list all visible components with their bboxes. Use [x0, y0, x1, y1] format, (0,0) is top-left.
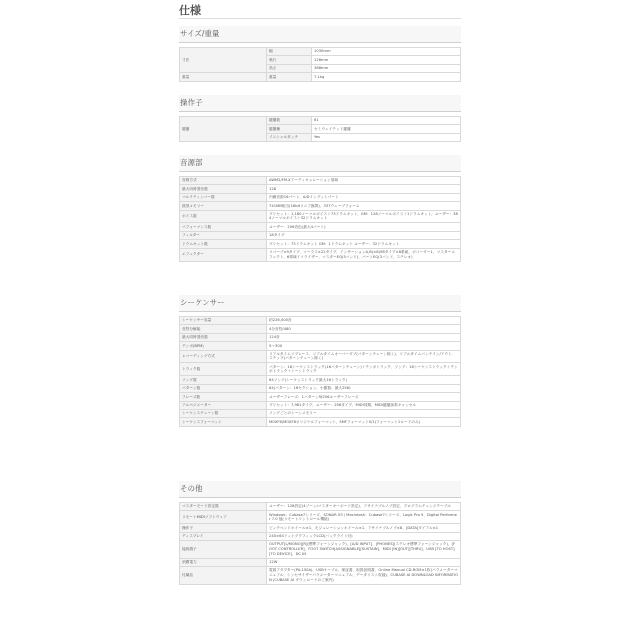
row-value: 1030mm	[312, 48, 461, 56]
row-value: 64ソング(シーケンストラック最大16トラック)	[267, 376, 461, 384]
table-row	[180, 503, 461, 511]
table-row	[180, 317, 461, 325]
row-key: レコーディング方式	[180, 350, 267, 363]
row-key: 音符分解能	[180, 325, 267, 333]
row-key: 寸法	[180, 48, 267, 73]
spec-table	[179, 116, 461, 142]
row-key: 付属品	[180, 567, 267, 585]
row-subkey: 奥行	[267, 56, 312, 64]
section-others	[179, 481, 461, 585]
row-value: 124音	[267, 333, 461, 341]
row-value: Yes	[312, 133, 461, 141]
table-row	[180, 524, 461, 532]
table-row	[180, 223, 461, 231]
row-value: 128	[267, 185, 461, 193]
row-key: 消費電力	[180, 558, 267, 566]
table-row	[180, 325, 461, 333]
row-value: 64(パターン：16セクション、小節数：最大256)	[267, 384, 461, 392]
table-row	[180, 511, 461, 524]
row-value: 388mm	[312, 64, 461, 72]
row-key: フィルター	[180, 231, 267, 239]
table-row	[180, 231, 461, 239]
table-row	[180, 532, 461, 540]
row-value: Windows：Cubase7シリーズ、SONAR X3 / Macintosh：Cubase7シリーズ、Logic Pro 9、Digital Performer 7.0 他(リモートコントロール機能)	[267, 511, 461, 524]
spec-table	[179, 176, 461, 262]
row-key: マスターモード設定数	[180, 503, 267, 511]
section-controls	[179, 95, 461, 142]
row-value: プリセット：1,180ノーマルボイス＋73ドラムキット、GM：128ノーマルボイス＋1ドラムキット、ユーザー：384ノーマルボイス＋32ドラムキット	[267, 210, 461, 223]
row-value: MOXF6/MOXF8オリジナルフォーマット、SMFフォーマット0/1(フォーマット1ロードのみ)	[267, 418, 461, 426]
row-value: 内蔵音源16パート、A/Dインプットパート	[267, 193, 461, 201]
row-value: プリセット：73ドラムキット GM：1ドラムキット ユーザー：32ドラムキット	[267, 240, 461, 248]
row-value: 18タイプ	[267, 231, 461, 239]
row-value: 741MB相当(16bitリニア換算)、337ウェーブフォーム	[267, 202, 461, 210]
section-tone-generator	[179, 155, 461, 262]
table-row	[180, 333, 461, 341]
row-key: ボイス数	[180, 210, 267, 223]
table-row	[180, 363, 461, 376]
row-key: トラック数	[180, 363, 267, 376]
row-key: エフェクター	[180, 248, 267, 261]
row-subkey: 幅	[267, 48, 312, 56]
row-value: 7.1kg	[312, 73, 461, 81]
row-value: ユーザーフレーズ：1パターン毎256ユーザーフレーズ	[267, 393, 461, 401]
table-row	[180, 384, 461, 392]
row-key: パターン数	[180, 384, 267, 392]
table-row	[180, 376, 461, 384]
row-subkey: イニシャルタッチ	[267, 133, 312, 141]
row-value: ソングごとのシーンメモリー	[267, 409, 461, 417]
row-value: OUTPUT[L/MONO][R](標準フォーンジャック)、[A/D INPUT]、[PHONES](ステレオ標準フォーンジャック)、[FOOT CONTROLLER]、FOOT SWITCH[ASSIGNABLE][SUSTAIN]、MIDI [IN][OUT][THRU]、USB [TO HOST][TO DEVICE]、DC IN	[267, 541, 461, 559]
table-row	[180, 409, 461, 417]
table-row	[180, 393, 461, 401]
row-key: アルペジエーター	[180, 401, 267, 409]
table-row	[180, 350, 461, 363]
row-value: 電源アダプター(PA-150A)、USBケーブル、保証書、取扱説明書、Online Manual CD-ROM×1枚(パラメーターマニュアル、シンセサイザーパラメーターマニュアル、データリスト収録)、CUBASE AI DOWNLOAD INFORMATION (CUBASE AI ダウンロードのご案内)	[267, 567, 461, 585]
row-key: 最大同時発音数	[180, 333, 267, 341]
row-key: 操作子	[180, 524, 267, 532]
row-key: パフォーマンス数	[180, 223, 267, 231]
section-heading: 操作子	[179, 95, 461, 112]
row-value: セミウェイテッド鍵盤	[312, 125, 461, 133]
table-row	[180, 240, 461, 248]
row-key: シーケンスフォーマット	[180, 418, 267, 426]
section-heading: その他	[179, 481, 461, 498]
row-key: ディスプレイ	[180, 532, 267, 540]
row-key: マルチティンバー数	[180, 193, 267, 201]
table-row	[180, 248, 461, 261]
row-subkey: 鍵盤数	[267, 117, 312, 125]
section-heading: サイズ/重量	[179, 26, 461, 43]
table-row	[180, 558, 461, 566]
table-row	[180, 342, 461, 350]
row-value: 12W	[267, 558, 461, 566]
row-value: 約226,000音	[267, 317, 461, 325]
row-value: 61	[312, 117, 461, 125]
row-key: シーケンサー容量	[180, 317, 267, 325]
section-sequencer	[179, 295, 461, 427]
table-row	[180, 193, 461, 201]
row-value: AWM2/FM-Xアーティキュレーション領域	[267, 177, 461, 185]
row-subkey: 重量	[267, 73, 312, 81]
page-title: 仕様	[179, 4, 201, 17]
row-key: リモートMIDIソフトウェア	[180, 511, 267, 524]
table-row	[180, 185, 461, 193]
row-value: プリセット：7,981タイプ、ユーザー：256タイプ、MIDI同期、MIDI鍵盤演奏キャンセル	[267, 401, 461, 409]
row-key: 鍵盤	[180, 117, 267, 142]
row-value: ユーザー：256音色(最大4パート)	[267, 223, 461, 231]
row-key: ソング数	[180, 376, 267, 384]
row-value: パターン：16シーケンストラック(16パターンチェーン)＋テンポトラック、ソング：16シーケンストラック＋テンポトラック＋シーントラック	[267, 363, 461, 376]
spec-table	[179, 502, 461, 585]
row-key: 音源方式	[180, 177, 267, 185]
table-row	[180, 541, 461, 559]
row-value: 240×64ドットグラフィックLCD(バックライト付)	[267, 532, 461, 540]
table-row	[180, 202, 461, 210]
spec-table	[179, 47, 461, 82]
row-key: 最大同時発音数	[180, 185, 267, 193]
row-key: テンポ(BPM)	[180, 342, 267, 350]
row-key: 波形メモリー	[180, 202, 267, 210]
table-row	[180, 567, 461, 585]
row-key: 重量	[180, 73, 267, 81]
row-value: 5～300	[267, 342, 461, 350]
row-subkey: 高さ	[267, 64, 312, 72]
row-value: 4分音符/480	[267, 325, 461, 333]
title-divider	[179, 18, 461, 19]
row-key: 接続端子	[180, 541, 267, 559]
spec-table	[179, 316, 461, 427]
row-value: ピッチベンドホイール×1、モジュレーションホイール×1、アサイナブルノブ×8、[DATA]ダイアル×1	[267, 524, 461, 532]
section-heading: シーケンサー	[179, 295, 461, 312]
row-value: リバーブ×9タイプ、コーラス×22タイプ、インサーションA,B(×8)58タイプ×8系統、ボコーダー1、マスターエフェクト、6帯域イコライザー、マスターEQ(5バンド)、パートEQ(3バンド、ステレオ)	[267, 248, 461, 261]
section-size-weight	[179, 26, 461, 82]
row-value: リアルタイムリプレース、リアルタイムオーバーダブ(パターンチェーン除く)、リアルタイムパンチイン/アウト、ステップ(パターンチェーン除く)	[267, 350, 461, 363]
table-row	[180, 210, 461, 223]
table-row	[180, 418, 461, 426]
table-row	[180, 73, 461, 81]
table-row	[180, 401, 461, 409]
table-row	[180, 48, 461, 56]
section-heading: 音源部	[179, 155, 461, 172]
row-key: フレーズ数	[180, 393, 267, 401]
row-subkey: 鍵盤種	[267, 125, 312, 133]
row-key: シーケンスチェーン数	[180, 409, 267, 417]
table-row	[180, 177, 461, 185]
row-value: ユーザー：128設定(4ゾーン/マスターキーボード設定)、アサイナブルノブ設定、プログラムチェンジテーブル	[267, 503, 461, 511]
table-row	[180, 117, 461, 125]
row-value: 126mm	[312, 56, 461, 64]
row-key: ドラムキット数	[180, 240, 267, 248]
